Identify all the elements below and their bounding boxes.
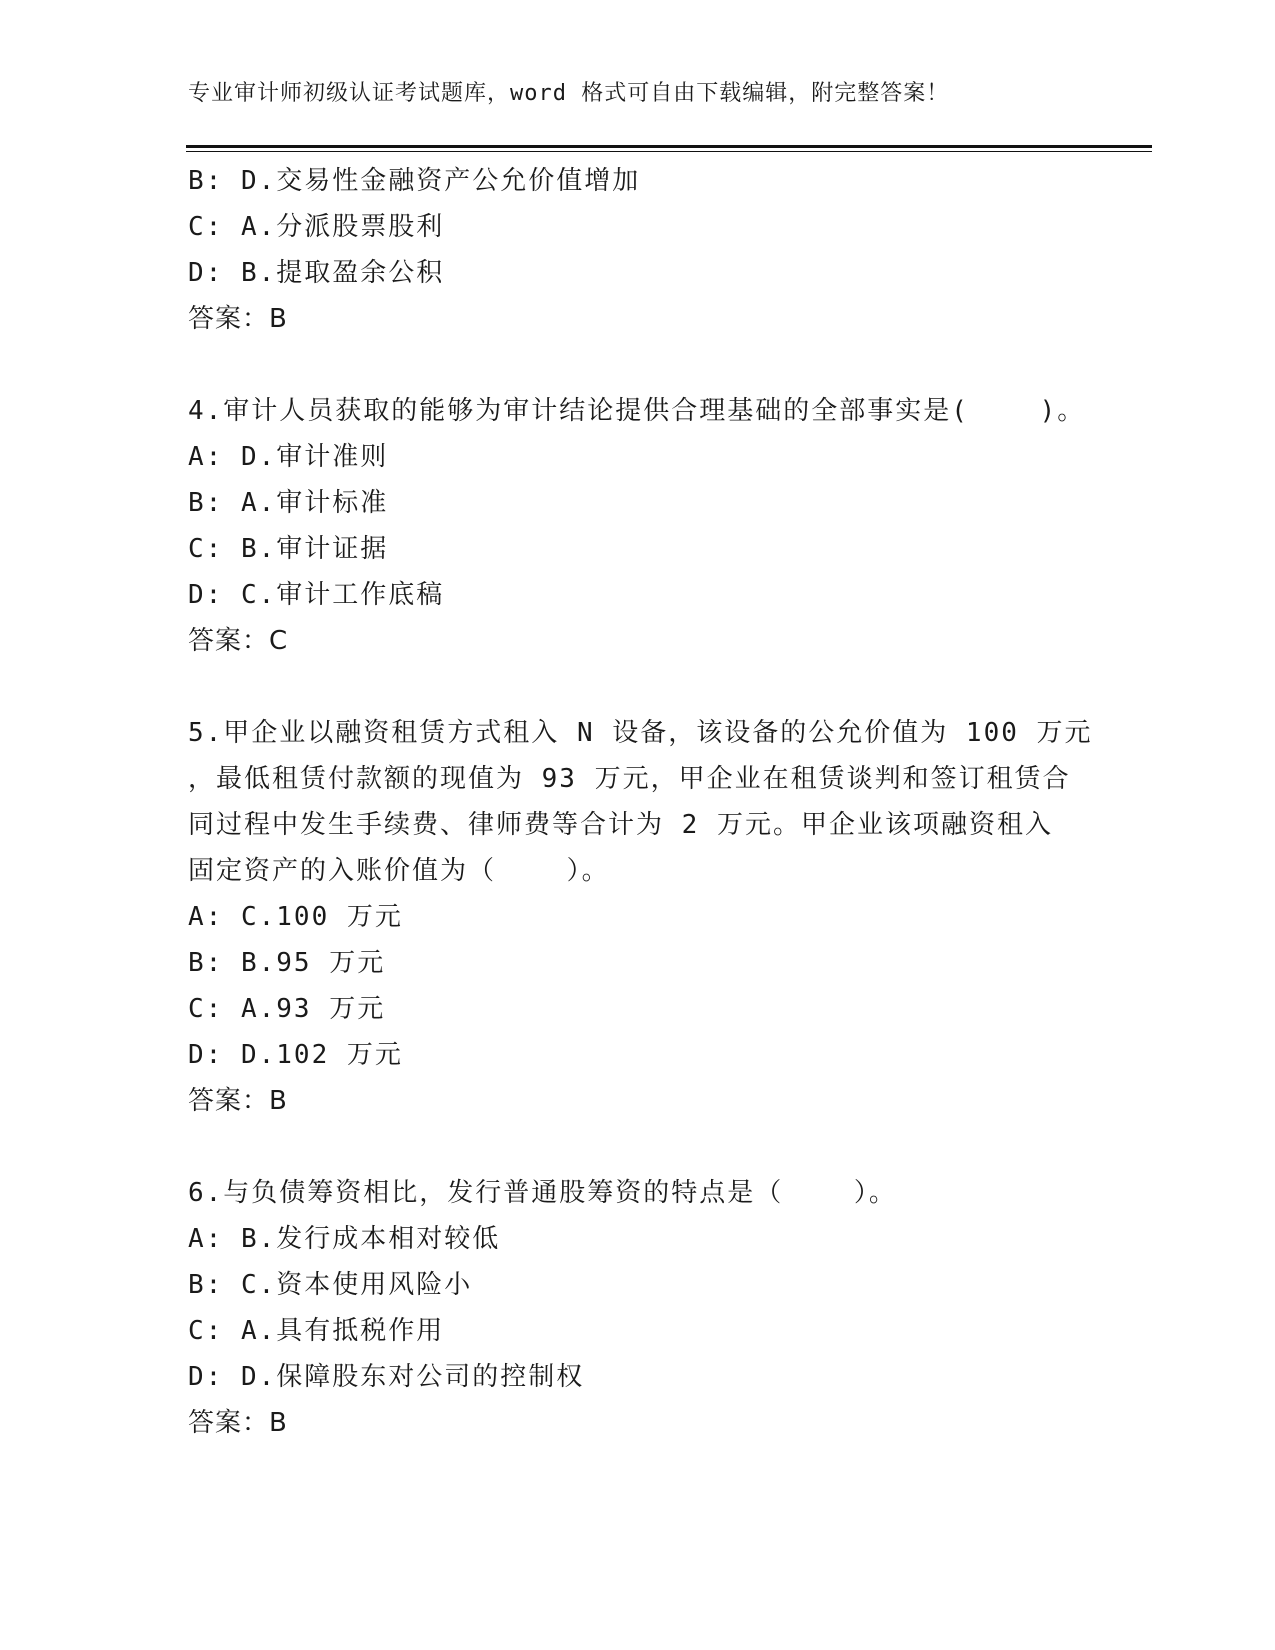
question-stem: 固定资产的入账价值为（ ）。 (188, 856, 610, 886)
answer-line: 答案：C (188, 626, 289, 656)
option-line: A: C.100 万元 (188, 902, 403, 932)
question-6 (188, 1170, 1088, 1446)
header-rule-thin (186, 151, 1152, 152)
answer-line: 答案：B (188, 1408, 288, 1438)
answer-line: 答案：B (188, 304, 288, 334)
question-4 (188, 388, 1088, 664)
option-line: D: B.提取盈余公积 (188, 258, 445, 288)
option-line: B: B.95 万元 (188, 948, 386, 978)
page-header: 专业审计师初级认证考试题库，word 格式可自由下载编辑，附完整答案！ (188, 81, 950, 106)
option-line: B: A.审计标准 (188, 488, 389, 518)
question-stem: 同过程中发生手续费、律师费等合计为 2 万元。甲企业该项融资租入 (188, 810, 1053, 840)
question-stem: 4.审计人员获取的能够为审计结论提供合理基础的全部事实是( )。 (188, 396, 1086, 426)
option-line: C: A.分派股票股利 (188, 212, 445, 242)
option-line: B: D.交易性金融资产公允价值增加 (188, 166, 641, 196)
option-line: D: D.保障股东对公司的控制权 (188, 1362, 585, 1392)
option-line: B: C.资本使用风险小 (188, 1270, 473, 1300)
option-line: D: D.102 万元 (188, 1040, 403, 1070)
question-stem: 6.与负债筹资相比，发行普通股筹资的特点是（ ）。 (188, 1178, 897, 1208)
answer-line: 答案：B (188, 1086, 288, 1116)
question-stem: ，最低租赁付款额的现值为 93 万元，甲企业在租赁谈判和签订租赁合 (188, 764, 1071, 794)
option-line: C: A.具有抵税作用 (188, 1316, 445, 1346)
option-line: C: A.93 万元 (188, 994, 386, 1024)
option-line: A: D.审计准则 (188, 442, 389, 472)
continued-question (188, 158, 1088, 342)
option-line: C: B.审计证据 (188, 534, 389, 564)
header-rule-thick (186, 145, 1152, 148)
option-line: A: B.发行成本相对较低 (188, 1224, 501, 1254)
option-line: D: C.审计工作底稿 (188, 580, 445, 610)
question-5 (188, 710, 1093, 1124)
document-body (188, 158, 1093, 1446)
question-stem: 5.甲企业以融资租赁方式租入 N 设备，该设备的公允价值为 100 万元 (188, 718, 1093, 748)
